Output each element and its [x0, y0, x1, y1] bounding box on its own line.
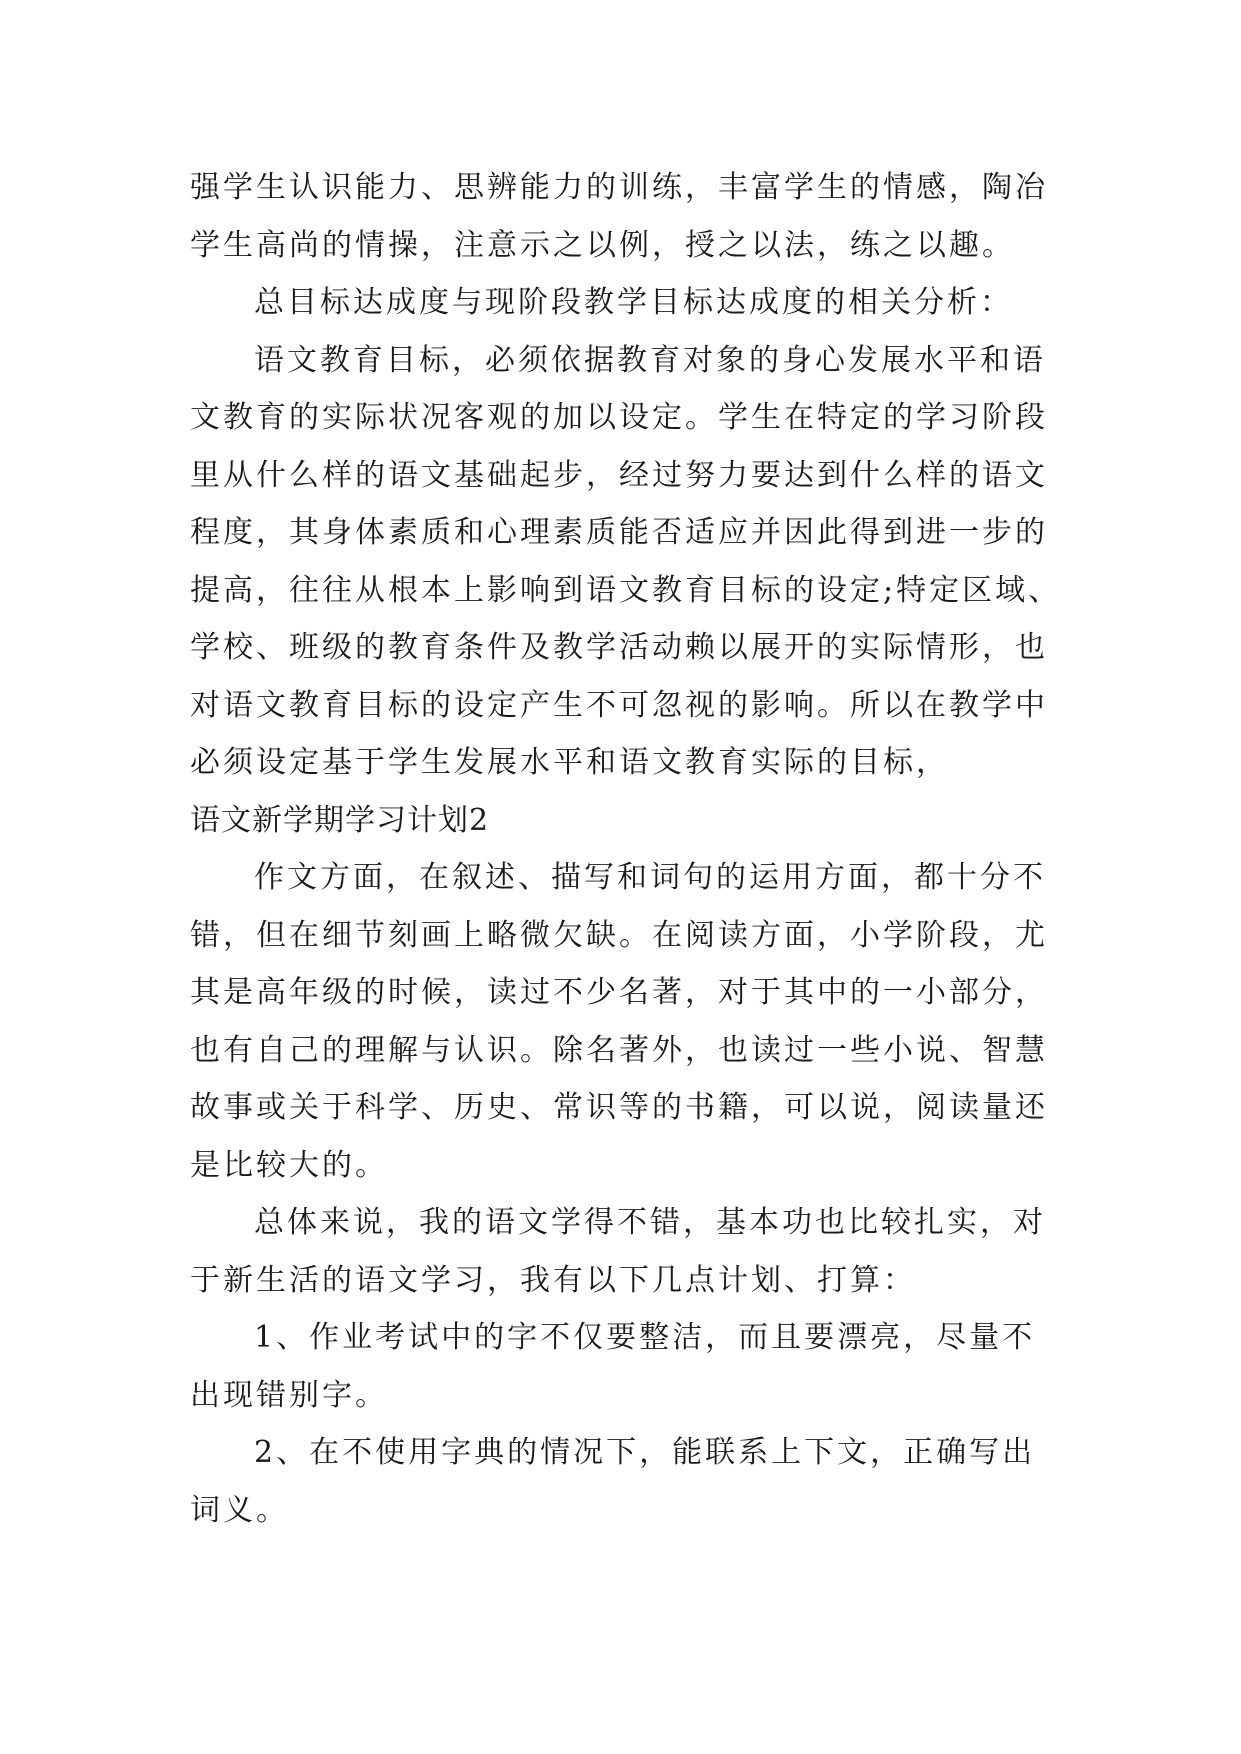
text-line: 文教育的实际状况客观的加以设定。学生在特定的学习阶段: [190, 400, 1048, 435]
text-line: 故事或关于科学、历史、常识等的书籍，可以说，阅读量还: [190, 1090, 1048, 1125]
list-item: 1、作业考试中的字不仅要整洁，而且要漂亮，尽量不: [254, 1320, 1036, 1355]
text-line: 总体来说，我的语文学得不错，基本功也比较扎实，对: [254, 1205, 1046, 1240]
text-line: 词义。: [190, 1492, 289, 1528]
text-line: 于新生活的语文学习，我有以下几点计划、打算：: [190, 1262, 916, 1298]
section-title: 语文新学期学习计划2: [190, 802, 490, 838]
text-line: 错，但在细节刻画上略微欠缺。在阅读方面，小学阶段，尤: [190, 917, 1048, 953]
text-line: 提高，往往从根本上影响到语文教育目标的设定;特定区域、: [190, 572, 1062, 608]
text-line: 必须设定基于学生发展水平和语文教育实际的目标，: [190, 745, 949, 780]
text-line: 强学生认识能力、思辨能力的训练，丰富学生的情感，陶冶: [190, 170, 1048, 205]
text-line: 出现错别字。: [190, 1377, 388, 1413]
text-line: 语文教育目标，必须依据教育对象的身心发展水平和语: [254, 342, 1046, 378]
text-line: 作文方面，在叙述、描写和词句的运用方面，都十分不: [254, 860, 1046, 895]
list-item: 2、在不使用字典的情况下，能联系上下文，正确写出: [254, 1435, 1036, 1470]
text-line: 也有自己的理解与认识。除名著外，也读过一些小说、智慧: [190, 1032, 1048, 1068]
text-line: 其是高年级的时候，读过不少名著，对于其中的一小部分，: [190, 975, 1048, 1010]
text-line: 是比较大的。: [190, 1147, 388, 1183]
text-line: 里从什么样的语文基础起步，经过努力要达到什么样的语文: [190, 457, 1048, 493]
text-line: 学校、班级的教育条件及教学活动赖以展开的实际情形，也: [190, 630, 1048, 665]
text-line: 对语文教育目标的设定产生不可忽视的影响。所以在教学中: [190, 687, 1048, 723]
text-line: 程度，其身体素质和心理素质能否适应并因此得到进一步的: [190, 515, 1048, 550]
text-line: 学生高尚的情操，注意示之以例，授之以法，练之以趣。: [190, 227, 1015, 263]
paragraph-heading: 总目标达成度与现阶段教学目标达成度的相关分析：: [254, 285, 1013, 320]
body-text: [190, 159, 1062, 1539]
